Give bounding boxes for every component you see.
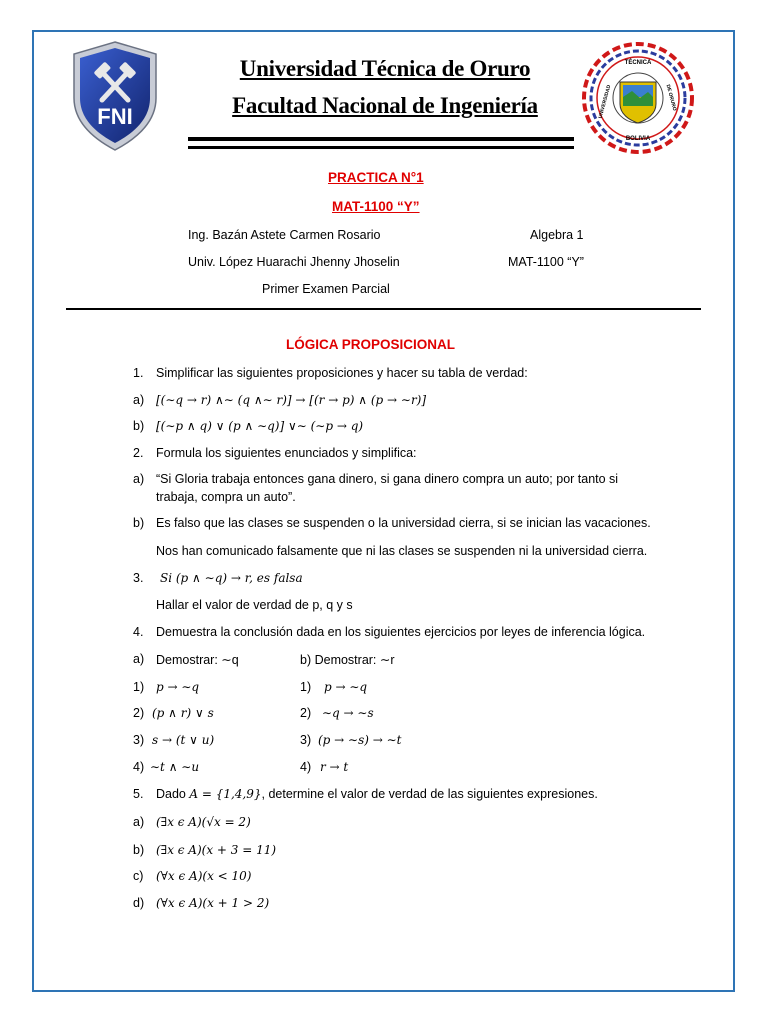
p3-statement: Hallar el valor de verdad de p, q y s bbox=[156, 598, 353, 612]
seal-text-right: DE ORURO bbox=[664, 83, 678, 112]
section-title: LÓGICA PROPOSICIONAL bbox=[286, 337, 456, 352]
p5-item-label: d) bbox=[133, 896, 145, 910]
assistant-name: Univ. López Huarachi Jhenny Jhoselin bbox=[188, 255, 400, 269]
p4-b-goal: b) Demostrar: ∼r bbox=[300, 653, 395, 667]
p4-left-item-number: 4) bbox=[133, 760, 145, 774]
p4-left-item-number: 2) bbox=[133, 706, 145, 720]
practice-title: PRACTICA N°1 bbox=[328, 170, 424, 185]
exam-name: Primer Examen Parcial bbox=[262, 282, 390, 296]
university-title: Universidad Técnica de Oruro bbox=[239, 56, 531, 81]
p4-right-item-number: 1) bbox=[300, 680, 312, 694]
p4-right-item-number: 4) bbox=[300, 760, 312, 774]
p2-b-line1: Es falso que las clases se suspenden o la universidad cierra, si se inician las vacaciones. bbox=[156, 516, 651, 530]
p4-right-item-number: 3) bbox=[300, 733, 312, 747]
p1-a-label: a) bbox=[133, 393, 145, 407]
p2-a-label: a) bbox=[133, 472, 145, 486]
p5-set: A = {1,4,9} bbox=[189, 787, 262, 801]
p4-right-item-expression: (p → ∼s) → ∼t bbox=[318, 733, 402, 747]
p4-left-item-expression: ∼t ∧ ∼u bbox=[150, 760, 200, 774]
p2-a-line1: “Si Gloria trabaja entonces gana dinero, si gana dinero compra un auto; por tanto si bbox=[156, 472, 619, 486]
p5-item-expression: (∀x ϵ A)(x < 10) bbox=[156, 869, 252, 883]
p1-statement: Simplificar las siguientes proposiciones y hacer su tabla de verdad: bbox=[156, 366, 528, 380]
p5-item-label: b) bbox=[133, 843, 145, 857]
p5-item-expression: (∃x ϵ A)(√x = 2) bbox=[156, 815, 251, 829]
p1-b-expression: [(∼p ∧ q) ∨ (p ∧ ∼q)] ∨∼ (∼p → q) bbox=[156, 419, 364, 433]
seal-text-bottom: BOLIVIA bbox=[625, 136, 651, 142]
p5-number: 5. bbox=[133, 787, 144, 801]
p2-b-label: b) bbox=[133, 516, 145, 530]
course-name: MAT-1100 “Y” bbox=[508, 255, 584, 269]
p4-right-item-number: 2) bbox=[300, 706, 312, 720]
p2-statement: Formula los siguientes enunciados y simplifica: bbox=[156, 446, 417, 460]
p3-expression: Si (p ∧ ∼q) → r, es falsa bbox=[160, 571, 303, 585]
p1-b-label: b) bbox=[133, 419, 145, 433]
p5-item-expression: (∀x ϵ A)(x + 1 > 2) bbox=[156, 896, 270, 910]
p2-a-line2: trabaja, compra un auto”. bbox=[156, 490, 296, 504]
practice-course-code: MAT-1100 “Y” bbox=[332, 199, 420, 214]
faculty-title: Facultad Nacional de Ingeniería bbox=[232, 93, 538, 118]
p4-right-item-expression: ∼q → ∼s bbox=[322, 706, 374, 720]
p5-statement bbox=[156, 787, 598, 801]
uto-seal-logo bbox=[582, 42, 694, 154]
p2-number: 2. bbox=[133, 446, 144, 460]
header-rule-thin bbox=[188, 146, 574, 149]
teacher-name: Ing. Bazán Astete Carmen Rosario bbox=[188, 228, 381, 242]
p4-right-item-expression: r → t bbox=[320, 760, 349, 774]
p4-left-item-number: 3) bbox=[133, 733, 145, 747]
subject-name: Algebra 1 bbox=[530, 228, 584, 242]
header-rule-thick bbox=[188, 137, 574, 141]
p5-text-pre: Dado bbox=[156, 787, 190, 801]
p4-number: 4. bbox=[133, 625, 144, 639]
p3-number: 3. bbox=[133, 571, 144, 585]
p4-left-item-number: 1) bbox=[133, 680, 145, 694]
p5-item-label: c) bbox=[133, 869, 144, 883]
fni-logo-text: FNI bbox=[97, 104, 133, 129]
p4-statement: Demuestra la conclusión dada en los siguientes ejercicios por leyes de inferencia lógica. bbox=[156, 625, 646, 639]
fni-shield-logo bbox=[72, 40, 158, 152]
p4-a-label: a) bbox=[133, 652, 145, 666]
p4-left-item-expression: s → (t ∨ u) bbox=[152, 733, 215, 747]
p5-item-label: a) bbox=[133, 815, 145, 829]
seal-text-top: TÉCNICA bbox=[624, 60, 652, 66]
p2-b-line2: Nos han comunicado falsamente que ni las clases se suspenden ni la universidad cierra. bbox=[156, 544, 648, 558]
p5-text-post: , determine el valor de verdad de las siguientes expresiones. bbox=[261, 787, 598, 801]
p4-left-item-expression: p → ∼q bbox=[156, 680, 200, 694]
p1-a-expression: [(∼q → r) ∧∼ (q ∧∼ r)] → [(r → p) ∧ (p → ∼r)] bbox=[156, 393, 427, 407]
meta-divider bbox=[66, 308, 701, 310]
p4-a-goal: Demostrar: ∼q bbox=[156, 653, 239, 667]
p1-number: 1. bbox=[133, 366, 144, 380]
p5-item-expression: (∃x ϵ A)(x + 3 = 11) bbox=[156, 843, 277, 857]
p4-left-item-expression: (p ∧ r) ∨ s bbox=[152, 706, 214, 720]
seal-text-left: UNIVERSIDAD bbox=[597, 84, 613, 120]
p4-right-item-expression: p → ∼q bbox=[324, 680, 368, 694]
